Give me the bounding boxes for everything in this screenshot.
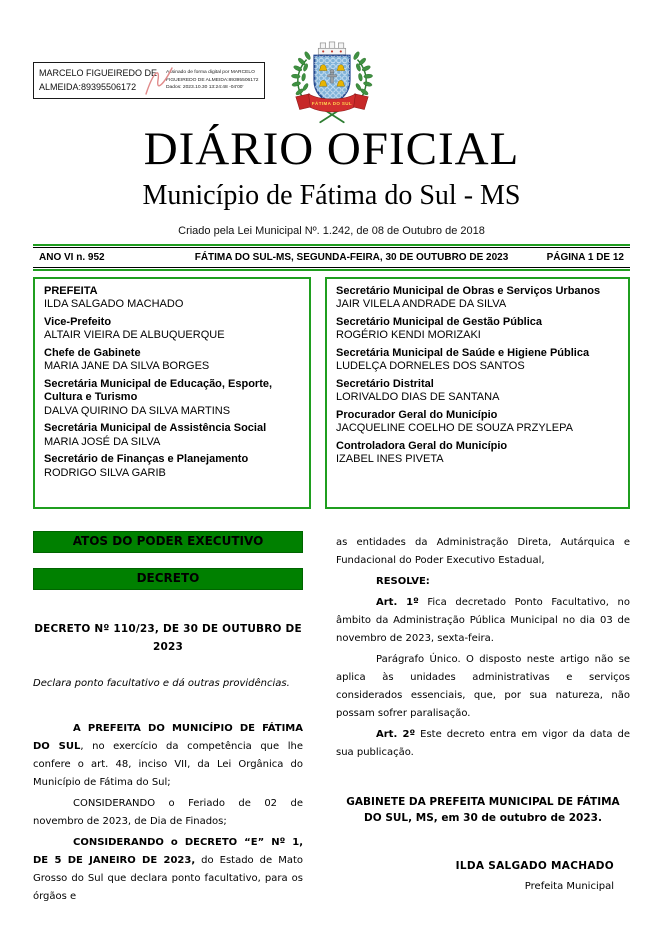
official-name: DALVA QUIRINO DA SILVA MARTINS — [44, 404, 231, 417]
mural-crown — [318, 42, 345, 55]
green-rule-bottom — [33, 269, 630, 271]
official-role: Secretário Distrital — [336, 377, 434, 390]
edition-date-line: FÁTIMA DO SUL-MS, SEGUNDA-FEIRA, 30 DE OUTUBRO DE 2023 — [194, 251, 509, 263]
official-role: Secretário Municipal de Obras e Serviços Urbanos — [336, 284, 601, 297]
official-name: ILDA SALGADO MACHADO — [44, 298, 184, 310]
official-entry — [44, 285, 300, 312]
decree-paragraph: Art. 1º Fica decretado Ponto Facultativo, no âmbito da Administração Pública Municipal no dia 03 de novembro de 2023, sexta-feira. — [336, 596, 630, 644]
official-name: MARIA JANE DA SILVA BORGES — [44, 360, 210, 372]
official-entry — [44, 316, 300, 343]
official-name: LORIVALDO DIAS DE SANTANA — [336, 391, 500, 403]
decree-signature-role: Prefeita Municipal — [524, 880, 614, 892]
decree-paragraph: CONSIDERANDO o Feriado de 02 de novembro de 2023, de Dia de Finados; — [33, 797, 303, 827]
official-name: RODRIGO SILVA GARIB — [44, 466, 166, 479]
section-banner-decreto: DECRETO — [33, 568, 303, 590]
edition-header-bar — [33, 247, 630, 268]
official-entry — [336, 378, 619, 405]
decree-body-right — [336, 534, 630, 762]
official-name: MARIA JOSÉ DA SILVA — [44, 435, 161, 448]
created-by-law-line: Criado pela Lei Municipal Nº. 1.242, de 08 de Outubro de 2018 — [178, 225, 485, 237]
decree-title: DECRETO Nº 110/23, DE 30 DE OUTUBRO DE 2023 — [34, 622, 302, 653]
header-rules — [33, 244, 630, 271]
municipal-coat-of-arms-icon — [283, 40, 381, 132]
official-role: Vice-Prefeito — [44, 315, 112, 328]
gazette-title: DIÁRIO OFICIAL — [143, 123, 520, 175]
page-indicator: PÁGINA 1 DE 12 — [546, 251, 624, 263]
official-role: Controladora Geral do Município — [336, 439, 508, 452]
official-entry — [44, 378, 300, 419]
decree-paragraph: A PREFEITA DO MUNICÍPIO DE FÁTIMA DO SUL, no exercício da competência que lhe confere o art. 48, inciso VII, da Lei Orgânica do Município de Fátima do Sul; — [33, 722, 303, 788]
gabinete-line: GABINETE DA PREFEITA MUNICIPAL DE FÁTIMA DO SUL, MS, em 30 de outubro de 2023. — [346, 795, 620, 824]
signature-paraph-icon — [142, 64, 176, 98]
official-entry — [336, 316, 619, 343]
decree-paragraph: Parágrafo Único. O disposto neste artigo não se aplica às unidades administrativas e serviços considerados essenciais, que, por sua natureza, não possam sofrer paralisação. — [336, 653, 630, 719]
official-role: Secretário de Finanças e Planejamento — [44, 453, 249, 465]
official-entry — [44, 453, 300, 480]
official-name: ROGÉRIO KENDI MORIZAKI — [336, 329, 481, 341]
official-entry — [44, 422, 300, 449]
official-role: PREFEITA — [44, 284, 98, 297]
decree-paragraph: RESOLVE: — [376, 575, 430, 587]
official-role: Secretária Municipal de Educação, Esporte, Cultura e Turismo — [44, 377, 273, 403]
official-entry — [336, 347, 619, 374]
official-name: JACQUELINE COELHO DE SOUZA PRZYLEPA — [336, 422, 573, 434]
column-right — [336, 531, 630, 909]
green-rule-top — [33, 244, 630, 246]
signature-signer: MARCELO FIGUEIREDO DE ALMEIDA:89395506172 — [39, 68, 158, 92]
laurel-branch-right — [352, 51, 372, 101]
official-name: JAIR VILELA ANDRADE DA SILVA — [336, 298, 507, 310]
official-entry — [336, 440, 619, 467]
ribbon-text: FÁTIMA DO SUL — [311, 101, 352, 107]
official-entry — [336, 409, 619, 436]
official-name: IZABEL INES PIVETA — [336, 453, 444, 465]
section-banner-atos: ATOS DO PODER EXECUTIVO — [33, 531, 303, 553]
signature-details: Assinado de forma digital por MARCELO FIGUEIREDO DE ALMEIDA:89395506172 Dados: 2023.10.30 13:24:48 -04'00' — [166, 70, 259, 91]
digital-signature-stamp — [33, 62, 265, 99]
official-role: Chefe de Gabinete — [44, 346, 141, 359]
official-role: Secretária Municipal de Saúde e Higiene Pública — [336, 346, 590, 359]
decree-body-left — [33, 720, 303, 906]
officials-box-right — [325, 277, 630, 509]
page-top — [33, 36, 630, 124]
official-name: LUDELÇA DORNELES DOS SANTOS — [336, 360, 525, 372]
decree-summary: Declara ponto facultativo e dá outras providências. — [33, 677, 290, 689]
content-columns — [33, 531, 630, 909]
official-role: Secretária Municipal de Assistência Social — [44, 422, 267, 434]
decree-paragraph: as entidades da Administração Direta, Autárquica e Fundacional do Poder Executivo Estadual, — [336, 536, 630, 566]
official-entry — [44, 347, 300, 374]
column-left — [33, 531, 303, 909]
official-entry — [336, 285, 619, 312]
officials-section — [33, 277, 630, 509]
decree-paragraph: CONSIDERANDO o DECRETO “E” Nº 1, DE 5 DE JANEIRO DE 2023, do Estado de Mato Grosso do Sul que declara ponto facultativo, para os órgãos e — [33, 836, 303, 902]
officials-box-left — [33, 277, 311, 509]
decree-paragraph: Art. 2º Este decreto entra em vigor da data de sua publicação. — [336, 728, 630, 758]
edition-number: ANO VI n. 952 — [39, 251, 105, 263]
official-role: Secretário Municipal de Gestão Pública — [336, 315, 543, 328]
gazette-subtitle: Município de Fátima do Sul - MS — [142, 180, 521, 211]
decree-signature-name: ILDA SALGADO MACHADO — [455, 859, 614, 872]
official-role: Procurador Geral do Município — [336, 408, 498, 421]
official-name: ALTAIR VIEIRA DE ALBUQUERQUE — [44, 329, 225, 341]
laurel-branch-left — [291, 51, 311, 101]
shield — [314, 56, 349, 104]
